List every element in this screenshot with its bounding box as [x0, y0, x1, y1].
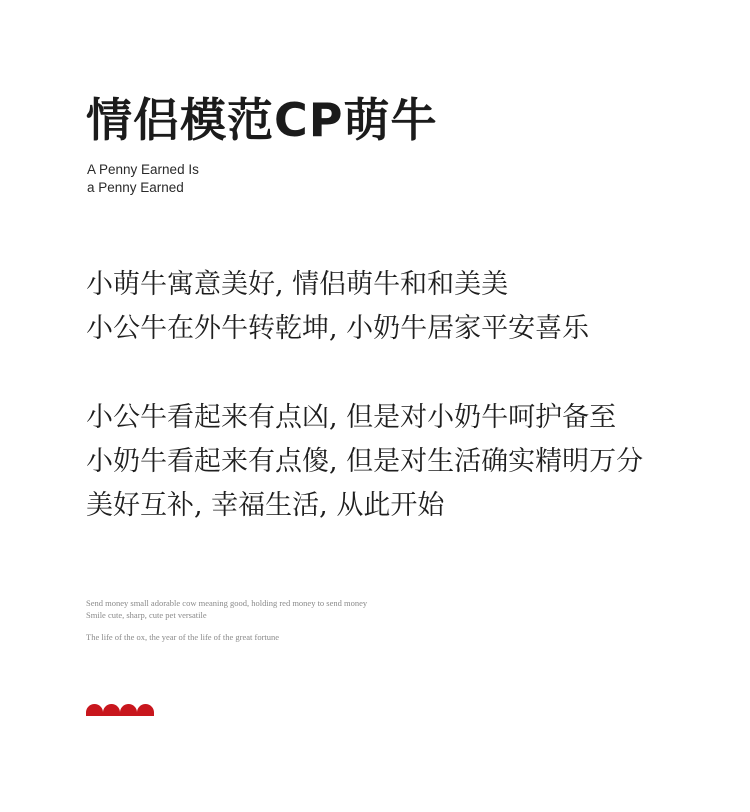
scallop-shape	[103, 704, 120, 716]
scallop-shape	[137, 704, 154, 716]
paragraph-2	[86, 396, 643, 528]
paragraph-line: 小公牛看起来有点凶, 但是对小奶牛呵护备至	[86, 402, 617, 433]
paragraph-1	[86, 263, 589, 351]
page-title: 情侣模范CP萌牛	[86, 93, 438, 147]
subtitle-line: A Penny Earned Is	[87, 162, 199, 177]
paragraph-line: 小公牛在外牛转乾坤, 小奶牛居家平安喜乐	[86, 313, 590, 344]
paragraph-line: 美好互补, 幸福生活, 从此开始	[86, 490, 445, 521]
page-subtitle	[87, 161, 199, 197]
scallop-shape	[120, 704, 137, 716]
footnote-line: Send money small adorable cow meaning good, holding red money to send money	[86, 598, 368, 608]
paragraph-line: 小萌牛寓意美好, 情侣萌牛和和美美	[86, 269, 509, 300]
footnote-line: Smile cute, sharp, cute pet versatile	[86, 610, 207, 620]
subtitle-line: a Penny Earned	[87, 180, 184, 195]
scallop-shape	[86, 704, 103, 716]
paragraph-line: 小奶牛看起来有点傻, 但是对生活确实精明万分	[86, 446, 644, 477]
footnote-line: The life of the ox, the year of the life of the great fortune	[86, 632, 280, 642]
decorative-red-scallops	[86, 704, 154, 716]
